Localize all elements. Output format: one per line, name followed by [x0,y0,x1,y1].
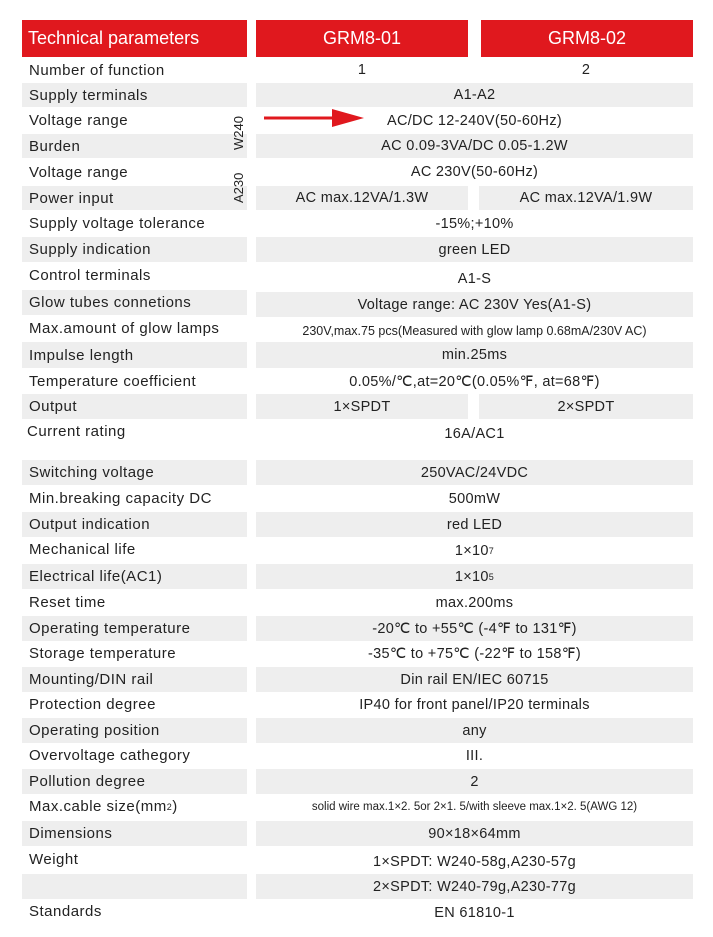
value-power-input-grm8-01: AC max.12VA/1.3W [256,186,468,210]
value-weight-2spdt: 2×SPDT: W240-79g,A230-77g [256,874,693,899]
value-output-indication: red LED [256,512,693,537]
value-max-cable-size: solid wire max.1×2. 5or 2×1. 5/with sleeve max.1×2. 5(AWG 12) [311,800,638,813]
label-pollution-degree: Pollution degree [22,769,247,794]
value-dimensions: 90×18×64mm [256,821,693,846]
label-weight: Weight [29,851,79,868]
value-power-input-grm8-02: AC max.12VA/1.9W [479,186,693,210]
label-min-breaking-capacity: Min.breaking capacity DC [29,490,212,507]
mechanical-life-exponent: 7 [488,546,495,556]
label-number-of-function: Number of function [29,61,165,79]
electrical-life-exponent: 5 [488,571,495,582]
label-storage-temperature: Storage temperature [29,645,177,662]
label-voltage-range-w240: Voltage range [29,112,129,129]
value-switching-voltage: 250VAC/24VDC [256,460,693,485]
label-output-indication: Output indication [22,512,247,537]
value-function-grm8-02: 2 [581,62,591,78]
value-supply-terminals: A1-A2 [256,83,693,107]
label-switching-voltage: Switching voltage [22,460,247,485]
label-mounting-din-rail: Mounting/DIN rail [22,667,247,692]
value-reset-time: max.200ms [435,594,514,611]
value-glow-tubes-connections: Voltage range: AC 230V Yes(A1-S) [256,292,693,317]
max-cable-label-base: Max.cable size(mm [29,798,167,815]
label-standards: Standards [29,903,102,920]
value-operating-temperature: -20℃ to +55℃ (-4℉ to 131℉) [256,616,693,641]
header-grm8-02: GRM8-02 [481,20,693,57]
label-operating-position: Operating position [22,718,247,743]
max-cable-label-exponent: 2 [166,801,173,812]
value-standards: EN 61810-1 [434,904,515,921]
label-electrical-life: Electrical life(AC1) [22,564,247,589]
label-current-rating: Current rating [27,423,126,440]
side-label-w240: W240 [231,116,246,150]
value-overvoltage-category: III. [465,747,484,764]
value-voltage-range-a230: AC 230V(50-60Hz) [410,164,539,180]
label-mechanical-life: Mechanical life [29,541,136,558]
label-reset-time: Reset time [29,594,106,611]
right-arrow-icon [262,106,366,130]
label-operating-temperature: Operating temperature [22,616,247,641]
label-burden: Burden [22,134,247,158]
label-dimensions: Dimensions [22,821,247,846]
label-overvoltage-category: Overvoltage cathegory [29,747,191,764]
label-supply-voltage-tolerance: Supply voltage tolerance [29,215,206,232]
label-supply-indication: Supply indication [22,237,247,262]
electrical-life-base: 1×10 [454,568,489,585]
value-function-grm8-01: 1 [357,62,367,78]
label-impulse-length: Impulse length [22,342,247,368]
label-temperature-coefficient: Temperature coefficient [29,373,197,390]
value-impulse-length: min.25ms [256,342,693,368]
value-min-breaking-capacity: 500mW [448,490,501,507]
value-electrical-life [256,564,693,589]
label-control-terminals: Control terminals [29,267,151,284]
value-operating-position: any [256,718,693,743]
value-weight-1spdt: 1×SPDT: W240-58g,A230-57g [373,853,576,870]
value-max-glow-lamps: 230V,max.75 pcs(Measured with glow lamp 0.68mA/230V AC) [302,323,647,338]
max-cable-label-end: ) [172,798,178,815]
value-output-grm8-01: 1×SPDT [256,394,468,419]
label-max-glow-lamps: Max.amount of glow lamps [29,320,220,337]
label-protection-degree: Protection degree [29,696,156,713]
label-power-input: Power input [22,186,247,210]
value-current-rating: 16A/AC1 [444,426,505,442]
label-max-cable-size [22,794,247,819]
value-control-terminals: A1-S [457,270,492,287]
value-output-grm8-02: 2×SPDT [479,394,693,419]
value-voltage-range-w240: AC/DC 12-240V(50-60Hz) [386,112,563,129]
mechanical-life-base: 1×10 [454,543,489,559]
value-protection-degree: IP40 for front panel/IP20 terminals [359,696,590,713]
value-storage-temperature: -35℃ to +75℃ (-22℉ to 158℉) [368,645,581,662]
value-supply-indication: green LED [256,237,693,262]
value-temperature-coefficient: 0.05%/℃,at=20℃(0.05%℉, at=68℉) [349,373,600,390]
header-grm8-01: GRM8-01 [256,20,468,57]
label-supply-terminals: Supply terminals [22,83,247,107]
value-burden: AC 0.09-3VA/DC 0.05-1.2W [256,134,693,158]
header-technical-parameters: Technical parameters [22,20,247,57]
label-weight-empty [22,874,247,899]
value-mechanical-life [256,538,693,564]
label-output: Output [22,394,247,419]
label-voltage-range-a230: Voltage range [29,163,129,181]
side-label-a230: A230 [231,172,246,203]
value-pollution-degree: 2 [256,769,693,794]
value-supply-voltage-tolerance: -15%;+10% [435,215,514,232]
label-glow-tubes-connections: Glow tubes connetions [22,290,247,315]
value-mounting-din-rail: Din rail EN/IEC 60715 [256,667,693,692]
